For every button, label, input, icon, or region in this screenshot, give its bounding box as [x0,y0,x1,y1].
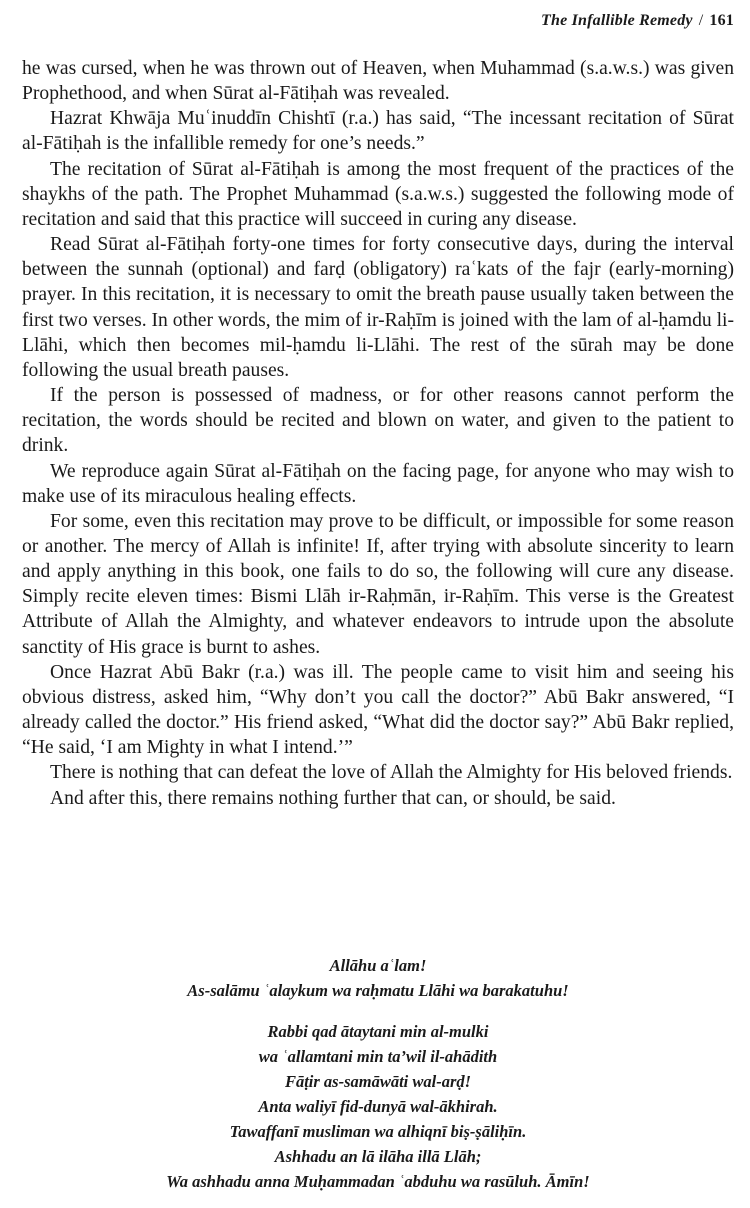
closing-line: Fāṭir as-samāwāti wal-arḍ! [284,1072,472,1091]
running-header [541,12,734,30]
paragraph: We reproduce again Sūrat al-Fātiḥah on the facing page, for anyone who may wish to make use of its miraculous healing effects. [22,460,734,507]
paragraph: Read Sūrat al-Fātiḥah forty-one times for forty consecutive days, during the interval between the sunnah (optional) and farḍ (obligatory) raʿkats of the fajr (early-morning) prayer. In this recitation, it is necessary to omit the breath pause usually taken between the first two verses. In other words, the mim of ir-Raḥīm is joined with the lam of al-ḥamdu li-Llāhi, which then becomes mil-ḥamdu li-Llāhi. The rest of the sūrah may be done following the usual breath pauses. [22,234,734,381]
paragraph: Once Hazrat Abū Bakr (r.a.) was ill. The people came to visit him and seeing his obvious distress, asked him, “Why don’t you call the doctor?” Abū Bakr answered, “I already called the doctor.” His friend asked, “What did the doctor say?” Abū Bakr replied, “He said, ‘I am Mighty in what I intend.’” [22,661,734,759]
paragraph: If the person is possessed of madness, or for other reasons cannot perform the recitation, the words should be recited and blown on water, and given to the patient to drink. [22,385,734,457]
closing-line: Anta waliyī fid-dunyā wal-ākhirah. [258,1097,498,1116]
closing-line: Rabbi qad ātaytani min al-mulki [267,1022,489,1041]
stanza-gap [22,1003,734,1019]
closing-line: Tawaffanī musliman wa alhiqnī biṣ-ṣāliḥīn. [229,1122,527,1141]
paragraph: And after this, there remains nothing further that can, or should, be said. [50,787,616,809]
paragraph: Hazrat Khwāja Muʿinuddīn Chishtī (r.a.) has said, “The incessant recitation of Sūrat al-Fātiḥah is the infallible remedy for one’s needs.” [22,108,734,155]
closing-line: Ashhadu an lā ilāha illā Llāh; [274,1147,482,1166]
closing-line: wa ʿallamtani min ta’wil il-ahādith [258,1047,498,1066]
closing-line: As-salāmu ʿalaykum wa raḥmatu Llāhi wa barakatuhu! [187,981,569,1000]
closing-invocations [22,953,734,1194]
running-header-title: The Infallible Remedy [541,12,693,29]
paragraph: he was cursed, when he was thrown out of Heaven, when Muhammad (s.a.w.s.) was given Prophethood, and when Sūrat al-Fātiḥah was revealed. [22,58,734,105]
closing-line: Wa ashhadu anna Muḥammadan ʿabduhu wa rasūluh. Āmīn! [166,1172,590,1191]
paragraph: For some, even this recitation may prove to be difficult, or impossible for some reason or another. The mercy of Allah is infinite! If, after trying with absolute sincerity to learn and apply anything in this book, one fails to do so, the following will cure any disease. Simply recite eleven times: Bismi Llāh ir-Raḥmān, ir-Raḥīm. This verse is the Greatest Attribute of Allah the Almighty, and whatever endeavors to intrude upon the absolute sanctity of His grace is burnt to ashes. [22,510,734,658]
paragraph: There is nothing that can defeat the love of Allah the Almighty for His beloved friends. [50,762,733,784]
page-number: 161 [709,12,734,29]
body-text [22,56,734,811]
paragraph: The recitation of Sūrat al-Fātiḥah is among the most frequent of the practices of the shaykhs of the path. The Prophet Muhammad (s.a.w.s.) suggested the following mode of recitation and said that this practice will succeed in curing any disease. [22,158,734,230]
running-header-separator: / [698,12,704,29]
closing-line: Allāhu aʿlam! [329,956,427,975]
